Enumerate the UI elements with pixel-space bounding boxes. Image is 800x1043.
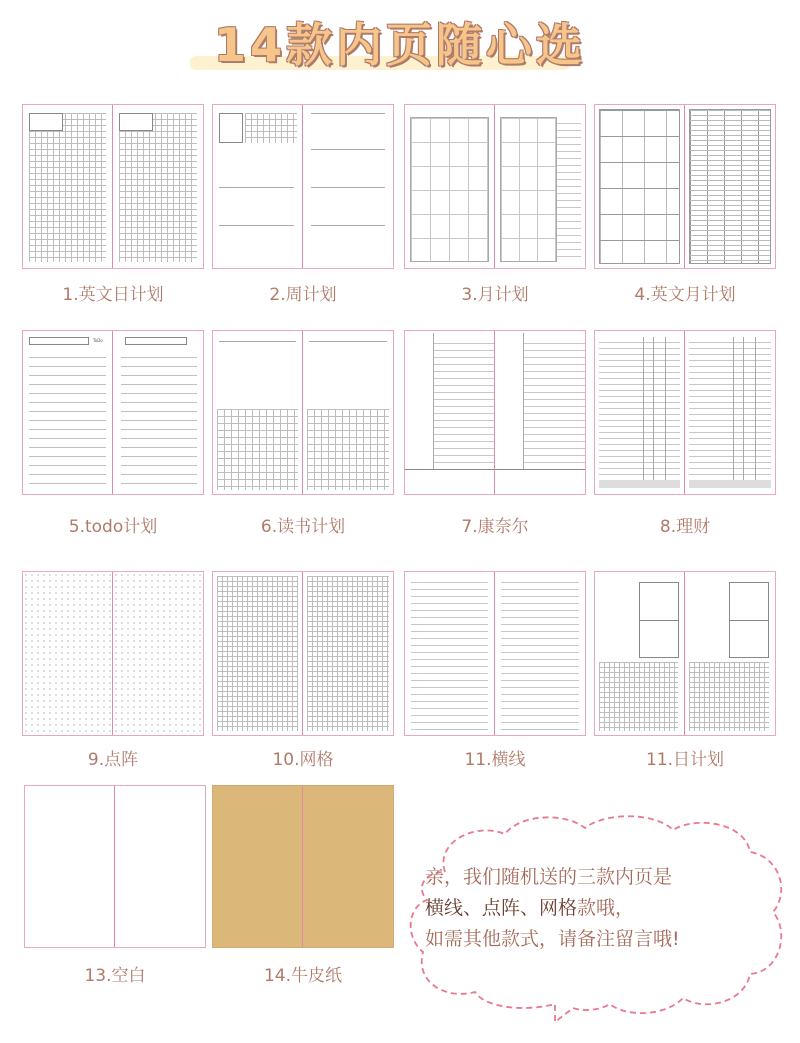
spread-preview [24,785,206,948]
option-weekly-plan[interactable] [212,104,394,305]
option-label: 10.网格 [272,750,334,770]
option-label: 3.月计划 [461,285,529,305]
option-label: 7.康奈尔 [461,517,529,537]
left-page [595,331,685,494]
left-page [213,572,303,735]
left-page [213,105,303,268]
option-label: 5.todo计划 [68,517,158,537]
left-page [405,572,495,735]
left-page [23,331,113,494]
spread-preview [594,571,776,736]
right-page [685,572,775,735]
bubble-line-2-rest: 款哦， [577,897,635,919]
spread-preview [212,104,394,269]
spread-preview [404,104,586,269]
bubble-highlight: 横线、点阵、网格 [425,897,578,919]
spread-preview [22,571,204,736]
right-page [495,331,585,494]
right-page [113,572,203,735]
option-todo-plan[interactable] [22,330,204,540]
todo-heading: ToDo [93,338,103,343]
spread-preview [212,785,394,948]
right-page [113,331,203,494]
right-page [303,572,393,735]
right-page [495,572,585,735]
option-finance[interactable] [594,330,776,540]
option-english-monthly-plan[interactable] [594,104,776,305]
spread-preview [594,330,776,495]
option-blank[interactable] [24,785,206,985]
option-label: 2.周计划 [269,285,337,305]
option-cornell[interactable] [404,330,586,540]
option-square-grid[interactable] [212,571,394,771]
right-page [113,105,203,268]
right-page [303,105,393,268]
left-page [405,331,495,494]
option-english-daily-plan[interactable] [22,104,204,305]
left-page [405,105,495,268]
right-page [303,331,393,494]
option-kraft-paper[interactable] [212,785,394,985]
right-page [685,331,775,494]
right-page [115,786,205,947]
bubble-line-1: 亲，我们随机送的三款内页是 [425,866,673,888]
left-page [595,105,685,268]
right-page [303,786,393,947]
left-page [213,331,303,494]
right-page [495,105,585,268]
left-page [23,105,113,268]
option-daily-plan[interactable] [594,571,776,771]
spread-preview [22,104,204,269]
bubble-line-2 [425,893,780,924]
left-page [595,572,685,735]
option-label: 8.理财 [659,517,711,537]
left-page [213,786,303,947]
right-page [685,105,775,268]
option-reading-plan[interactable] [212,330,394,540]
option-monthly-plan[interactable] [404,104,586,305]
option-label: 14.牛皮纸 [263,966,343,986]
option-label: 11.日计划 [645,750,725,770]
option-label: 13.空白 [84,966,146,986]
option-dot-grid[interactable] [22,571,204,771]
spread-preview [212,330,394,495]
left-page [25,786,115,947]
option-label: 1.英文日计划 [62,285,164,305]
spread-preview [404,571,586,736]
spread-preview [22,330,204,495]
page-title: 14款内页随心选 [0,10,800,80]
spread-preview [594,104,776,269]
spread-preview [404,330,586,495]
spread-preview [212,571,394,736]
option-label: 6.读书计划 [260,517,346,537]
option-label: 9.点阵 [87,750,139,770]
bubble-line-3: 如需其他款式，请备注留言哦! [425,928,680,950]
option-ruled-lines[interactable] [404,571,586,771]
speech-bubble [405,812,790,1022]
left-page [23,572,113,735]
option-label: 11.横线 [464,750,526,770]
option-label: 4.英文月计划 [634,285,736,305]
